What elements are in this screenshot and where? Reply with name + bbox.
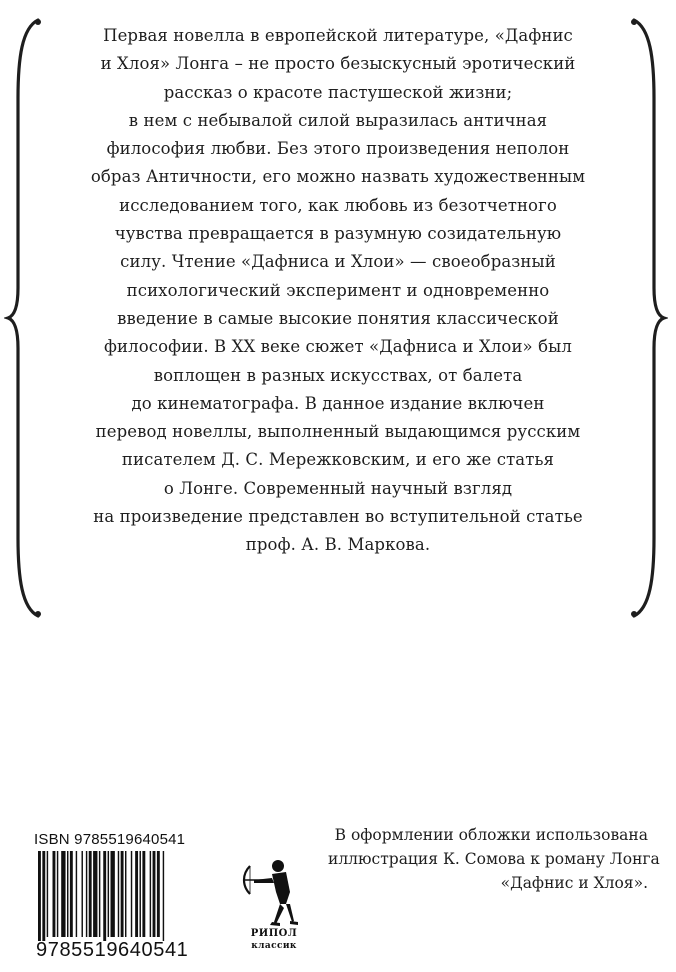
description-line: писателем Д. С. Мережковским, и его же статья (121, 450, 555, 470)
description-line: чувства превращается в разумную созидательную (114, 224, 562, 244)
description-line: рассказ о красоте пастушеской жизни; (163, 82, 513, 102)
description-line: перевод новеллы, выполненный выдающимся русским (95, 422, 581, 442)
credit-line: В оформлении обложки использована (334, 826, 648, 844)
description-line: исследованием того, как любовь из безотчетного (119, 195, 557, 215)
credit-line: иллюстрация К. Сомова к роману Лонга (328, 850, 660, 868)
barcode-digits: 9785519640541 (36, 939, 189, 961)
description-line: психологический эксперимент и одновременно (126, 280, 550, 300)
publisher-name: РИПОЛ (250, 928, 298, 939)
description-line: Первая новелла в европейской литературе, «Дафнис (103, 26, 573, 45)
description-line: на произведение представлен во вступительной статье (93, 507, 583, 527)
left-bracket-ornament (4, 18, 44, 618)
description-line: философии. В XX веке сюжет «Дафниса и Хлои» был (104, 337, 572, 357)
description-line: воплощен в разных искусствах, от балета (153, 365, 523, 385)
description-line: о Лонге. Современный научный взгляд (163, 478, 513, 498)
description-line: до кинематографа. В данное издание включен (131, 393, 545, 413)
right-bracket-ornament (628, 18, 668, 618)
description-line: в нем с небывалой силой выразилась античная (128, 110, 548, 130)
credit-line: «Дафнис и Хлоя». (500, 874, 648, 892)
description-line: философия любви. Без этого произведения неполон (106, 139, 570, 159)
isbn-label: ISBN 9785519640541 (34, 831, 186, 848)
book-description (62, 22, 614, 560)
cover-illustration-credit (328, 823, 660, 895)
description-line: образ Античности, его можно назвать художественным (90, 167, 586, 187)
description-line: проф. А. В. Маркова. (245, 535, 431, 555)
description-line: и Хлоя» Лонга – не просто безыскусный эротический (100, 54, 576, 74)
barcode-bars (36, 851, 216, 941)
publisher-subname: классик (251, 941, 297, 951)
description-line: силу. Чтение «Дафниса и Хлои» — своеобразный (120, 252, 556, 272)
isbn-barcode (34, 831, 218, 963)
description-line: введение в самые высокие понятия классической (117, 308, 559, 328)
